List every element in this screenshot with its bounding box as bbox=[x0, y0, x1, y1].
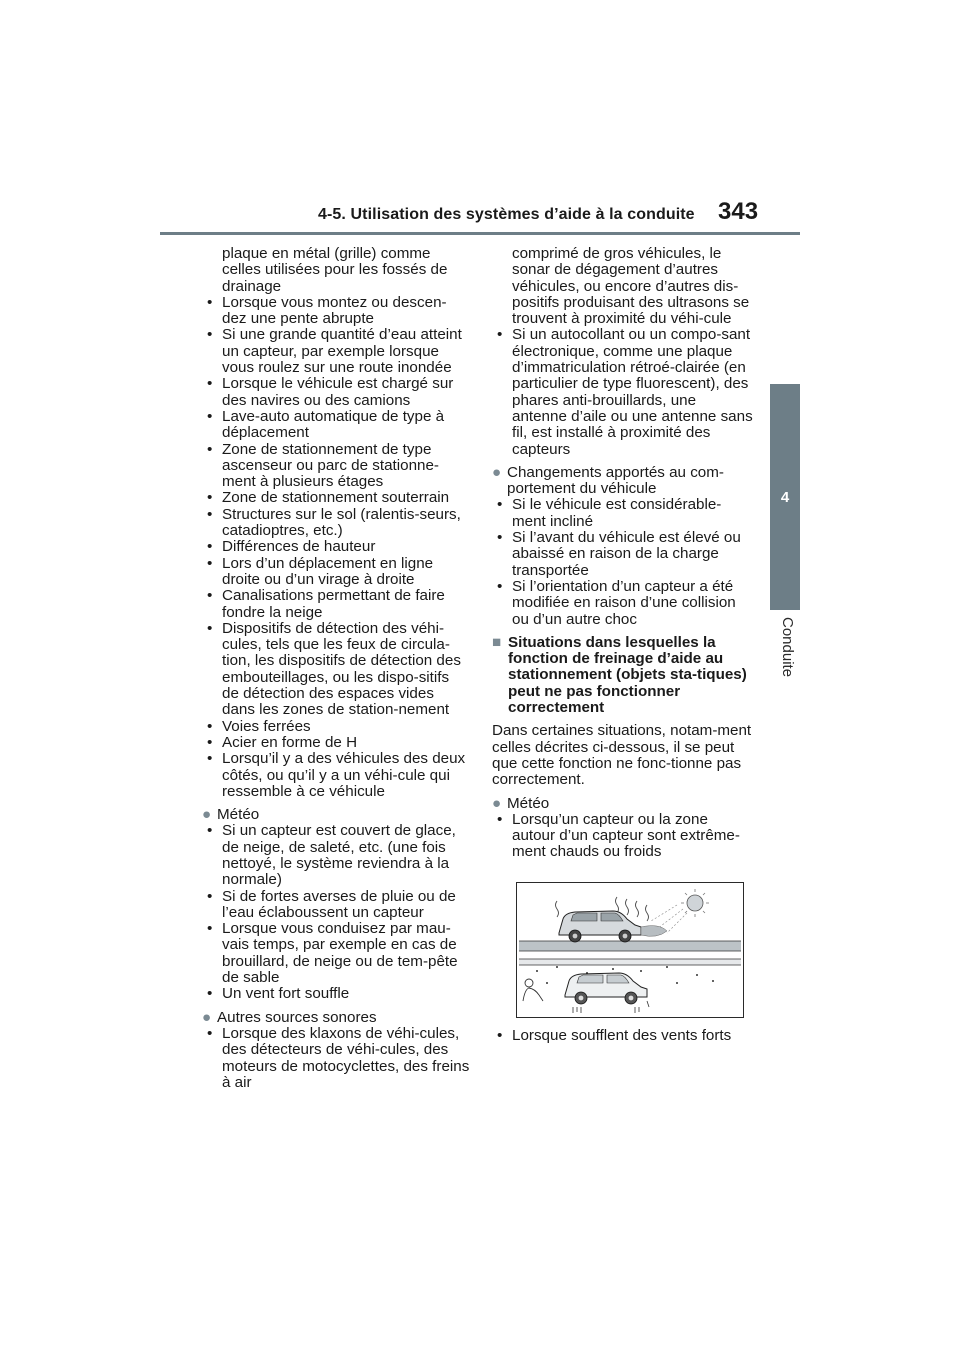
list-item: • Lorsque des klaxons de véhi-cules, des détecteurs de véhi-cules, des moteurs de motocyclettes, des freins à air bbox=[202, 1026, 470, 1091]
subheading-label: Météo bbox=[507, 794, 550, 812]
continued-text: plaque en métal (grille) comme celles utilisées pour les fossés de drainage bbox=[222, 245, 448, 295]
subheading-label: Météo bbox=[217, 806, 260, 824]
car-icon bbox=[565, 973, 647, 1004]
circle-bullet-icon: ● bbox=[492, 794, 502, 812]
header-divider bbox=[160, 232, 800, 235]
list-item: • Si l’orientation d’un capteur a été modifiée en raison d’une collision ou d’un autre choc bbox=[492, 579, 754, 628]
list-item: • Si de fortes averses de pluie ou de l’eau éclaboussent un capteur bbox=[202, 889, 470, 922]
list-item: • Si une grande quantité d’eau atteint un capteur, par exemple lorsque vous roulez sur une route inondée bbox=[202, 327, 470, 376]
subheading-sound bbox=[202, 1010, 470, 1026]
person-icon bbox=[523, 979, 543, 1001]
continued-text: comprimé de gros véhicules, le sonar de dégagement d’autres véhicules, ou encore d’autres dis-positifs produisant des ultrasons se trouvent à proximité du véhi-cule bbox=[512, 245, 750, 328]
list-item: • Lorsqu’un capteur ou la zone autour d’un capteur sont extrême-ment chauds ou froids bbox=[492, 812, 754, 861]
list-item: • Lorsque le véhicule est chargé sur des navires ou des camions bbox=[202, 376, 470, 409]
right-column bbox=[492, 246, 754, 1044]
list-item: • Acier en forme de H bbox=[202, 735, 470, 751]
subheading-weather bbox=[202, 807, 470, 823]
list-item: • Lorsqu’il y a des véhicules des deux côtés, ou qu’il y a un véhi-cule qui ressemble à ce véhicule bbox=[202, 751, 470, 800]
sun-icon bbox=[651, 889, 709, 933]
chapter-number: 4 bbox=[780, 488, 790, 506]
hot-and-cold-vehicle-illustration bbox=[516, 882, 744, 1018]
subheading-weather bbox=[492, 796, 754, 812]
list-item: • Structures sur le sol (ralentis-seurs, catadioptres, etc.) bbox=[202, 507, 470, 540]
list-item: • Lorsque vous conduisez par mau-vais temps, par exemple en cas de brouillard, de neige ou de tem-pête de sable bbox=[202, 921, 470, 986]
circle-bullet-icon: ● bbox=[202, 1008, 212, 1026]
list-item: • Zone de stationnement souterrain bbox=[202, 490, 470, 506]
list-item: • Différences de hauteur bbox=[202, 539, 470, 555]
chapter-label: Conduite bbox=[779, 617, 796, 678]
list-item: • Dispositifs de détection des véhi-cules, tels que les feux de circula-tion, les dispositifs de détection des embouteillages, ou les dispo-sitifs de détection des espaces vides dans les zones de station-nement bbox=[202, 621, 470, 719]
circle-bullet-icon: ● bbox=[202, 806, 212, 824]
list-item: • Lorsque vous montez ou descen-dez une pente abrupte bbox=[202, 295, 470, 328]
page-header-title: 4-5. Utilisation des systèmes d’aide à la conduite bbox=[318, 206, 695, 223]
subheading-label: Changements apportés au com-portement du véhicule bbox=[507, 463, 724, 498]
list-item: • Voies ferrées bbox=[202, 719, 470, 735]
section-body: Dans certaines situations, notam-ment celles décrites ci-dessous, il se peut que cette fonction ne fonc-tionne pas correctement. bbox=[492, 722, 752, 789]
road-hot bbox=[519, 941, 741, 951]
list-item: • Lors d’un déplacement en ligne droite ou d’un virage à droite bbox=[202, 556, 470, 589]
subheading-changes bbox=[492, 465, 754, 498]
circle-bullet-icon: ● bbox=[492, 463, 502, 481]
square-bullet-icon: ■ bbox=[492, 633, 502, 651]
list-item: • Zone de stationnement de type ascenseur ou parc de stationne-ment à plusieurs étages bbox=[202, 442, 470, 491]
list-item: • Si l’avant du véhicule est élevé ou abaissé en raison de la charge transportée bbox=[492, 530, 754, 579]
car-icon bbox=[559, 911, 667, 942]
section-heading-label: Situations dans lesquelles la fonction de freinage d’aide au stationnement (objets sta-tiques) peut ne pas fonctionner correctement bbox=[508, 633, 747, 717]
list-item: • Un vent fort souffle bbox=[202, 986, 470, 1002]
road-cold bbox=[519, 959, 741, 965]
section-heading bbox=[492, 635, 754, 716]
list-item: • Lave-auto automatique de type à déplacement bbox=[202, 409, 470, 442]
list-item: • Si un capteur est couvert de glace, de neige, de saleté, etc. (une fois nettoyé, le système reviendra à la normale) bbox=[202, 823, 470, 888]
subheading-label: Autres sources sonores bbox=[217, 1008, 377, 1026]
left-column bbox=[202, 246, 470, 1091]
list-item: • Si un autocollant ou un compo-sant électronique, comme une plaque d’immatriculation rétroé-clairée (en particulier de type fluorescent), des phares anti-brouillards, une antenne d’aile ou une antenne sans fil, est installé à proximité des capteurs bbox=[492, 327, 754, 457]
vehicle-illustration-svg bbox=[517, 883, 743, 1017]
list-item: • Si le véhicule est considérable-ment incliné bbox=[492, 497, 754, 530]
list-item: • Lorsque soufflent des vents forts bbox=[492, 1028, 754, 1044]
list-item: • Canalisations permettant de faire fondre la neige bbox=[202, 588, 470, 621]
chapter-tab[interactable] bbox=[770, 384, 800, 610]
page-number: 343 bbox=[718, 198, 759, 225]
